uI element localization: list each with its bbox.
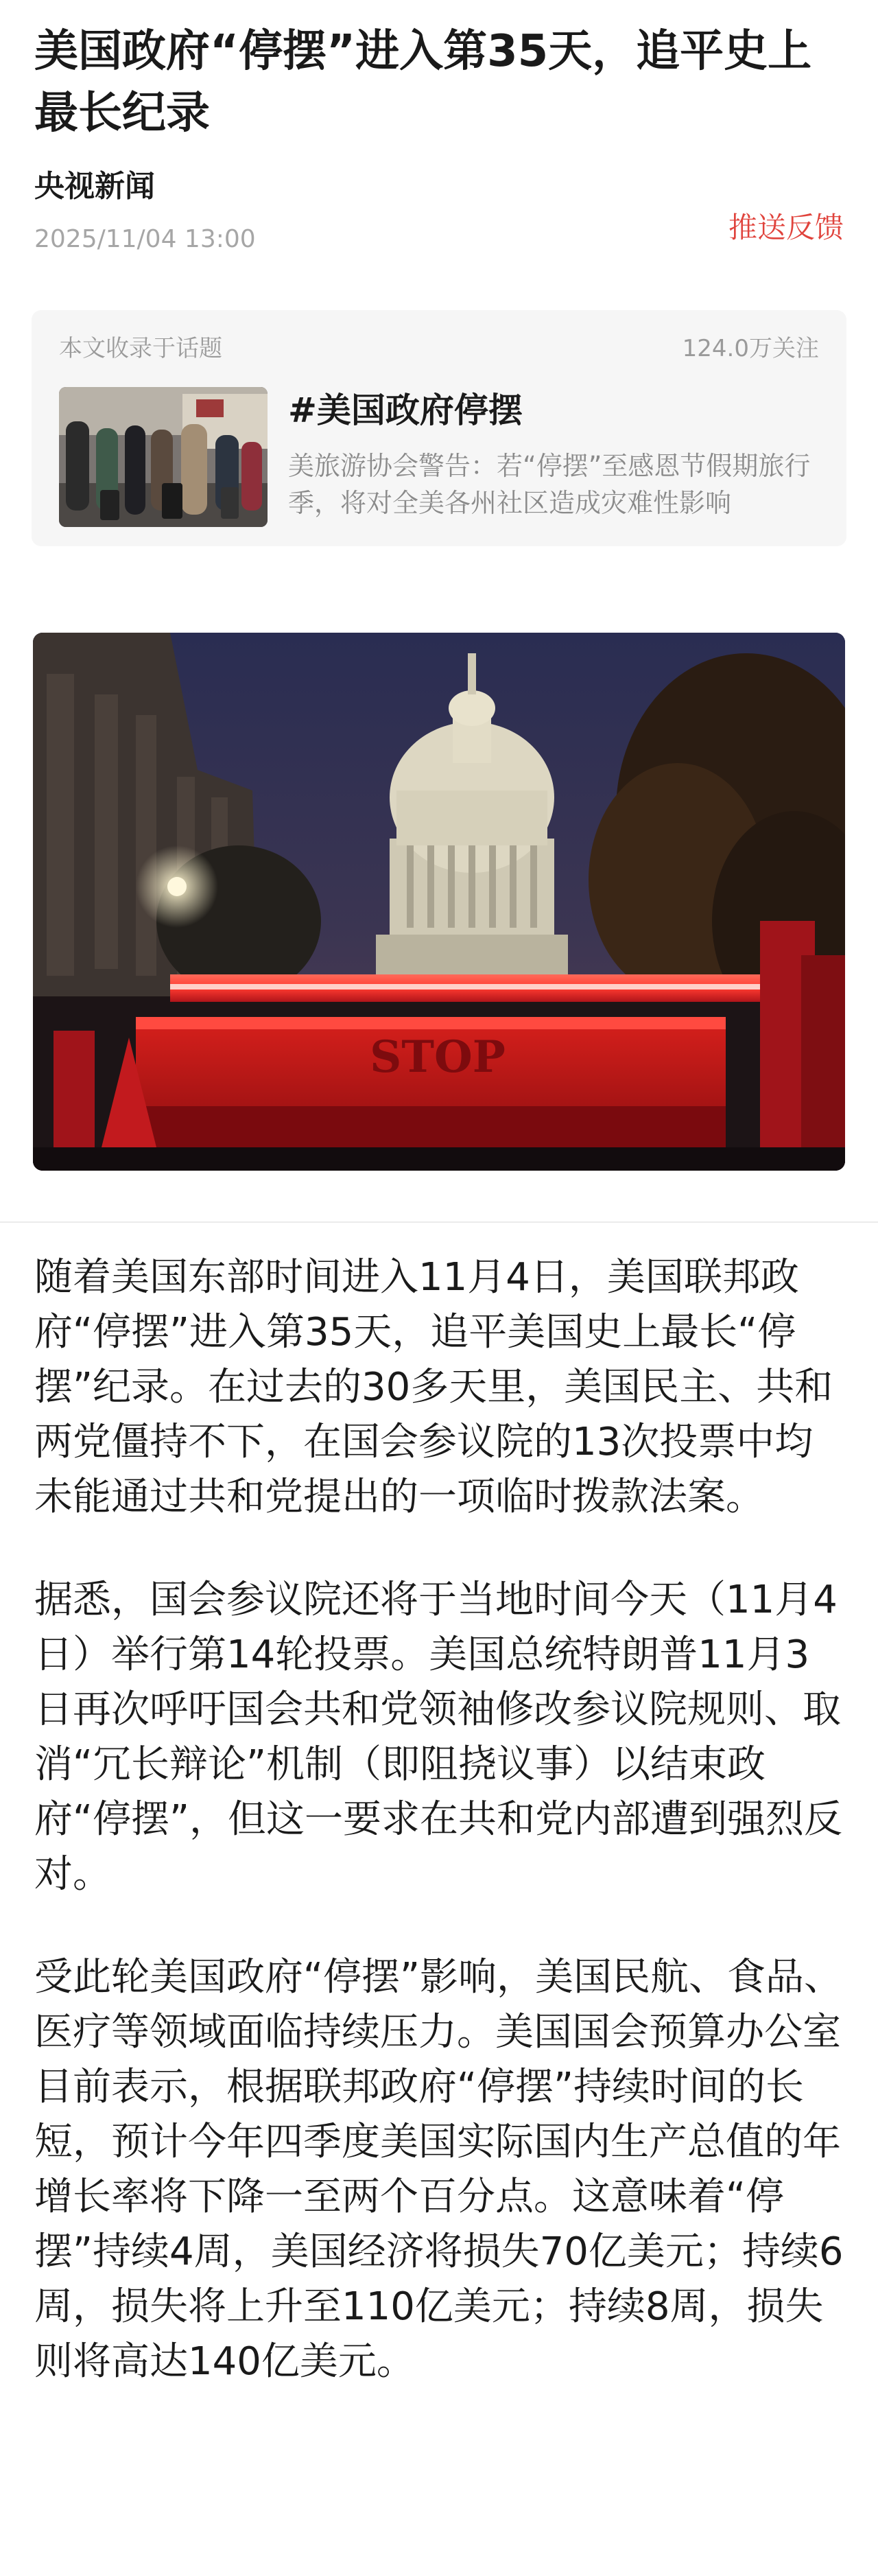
body-paragraph-1: 随着美国东部时间进入11月4日，美国联邦政府“停摆”进入第35天，追平美国史上最长“停摆”纪录。在过去的30多天里，美国民主、共和两党僵持不下，在国会参议院的13次投票中均未能通过共和党提出的一项临时拨款法案。 — [34, 1255, 833, 1519]
topic-name: #美国政府停摆 — [288, 390, 523, 430]
hero-image — [33, 633, 845, 1171]
article-body — [34, 1250, 844, 2437]
body-paragraph-2: 据悉，国会参议院还将于当地时间今天（11月4日）举行第14轮投票。美国总统特朗普11月3日再次呼吁国会共和党领袖修改参议院规则、取消“冗长辩论”机制（即阻挠议事）以结束政府“停摆”，但这一要求在共和党内部遭到强烈反对。 — [34, 1578, 843, 1897]
article-title: 美国政府“停摆”进入第35天，追平史上最长纪录 — [34, 26, 812, 139]
section-divider — [0, 1221, 878, 1223]
topic-followers-count: 124.0万关注 — [682, 335, 819, 362]
topic-header-label: 本文收录于话题 — [59, 335, 222, 362]
topic-summary: 美旅游协会警告：若“停摆”至感恩节假期旅行季，将对全美各州社区造成灾难性影响 — [288, 451, 811, 518]
push-feedback-link[interactable]: 推送反馈 — [728, 211, 844, 244]
body-paragraph-3: 受此轮美国政府“停摆”影响，美国民航、食品、医疗等领域面临持续压力。美国国会预算办公室目前表示，根据联邦政府“停摆”持续时间的长短，预计今年四季度美国实际国内生产总值的年增长率将下降一至两个百分点。这意味着“停摆”持续4周，美国经济将损失70亿美元；持续6周，损失将上升至110亿美元；持续8周，损失则将高达140亿美元。 — [34, 1955, 844, 2384]
topic-thumbnail — [59, 387, 268, 527]
publish-time: 2025/11/04 13:00 — [34, 225, 256, 253]
source-name[interactable]: 央视新闻 — [34, 169, 155, 204]
topic-card[interactable] — [32, 310, 846, 546]
stop-sign-text: STOP — [370, 1031, 506, 1083]
